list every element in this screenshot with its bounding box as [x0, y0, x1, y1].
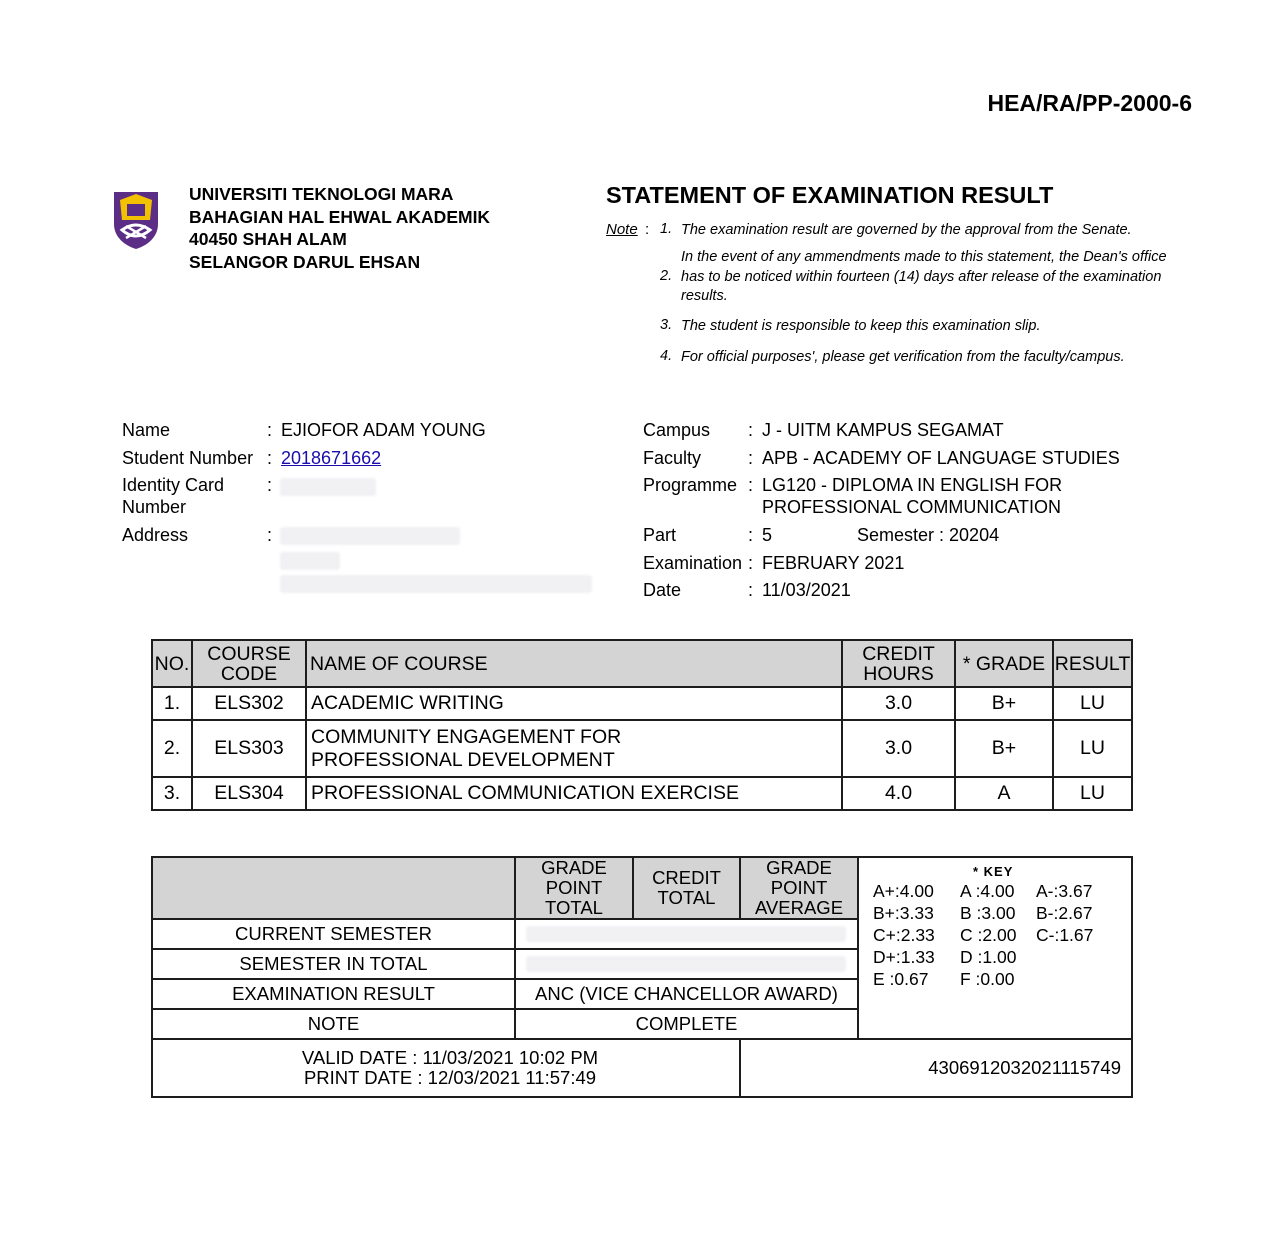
- examination-result-value: ANC (VICE CHANCELLOR AWARD): [515, 979, 858, 1009]
- colon: :: [267, 448, 273, 468]
- note-row-label: NOTE: [152, 1009, 515, 1039]
- key-item: C :2.00: [960, 925, 1017, 945]
- faculty-label: Faculty: [643, 448, 702, 468]
- summary-header-row: [152, 857, 1132, 919]
- key-item: A+:4.00: [873, 881, 934, 901]
- header-course-name: NAME OF COURSE: [306, 640, 842, 687]
- name-label: Name: [122, 420, 171, 440]
- current-semester-values: [515, 919, 858, 949]
- colon: :: [748, 448, 754, 468]
- colon: :: [748, 580, 754, 600]
- serial-number: 4306912032021115749: [740, 1039, 1132, 1097]
- note-text: For official purposes', please get verification from the faculty/campus.: [681, 349, 1125, 365]
- key-item: A-:3.67: [1036, 881, 1093, 901]
- course-name: PROFESSIONAL COMMUNICATION EXERCISE: [306, 777, 842, 810]
- identity-card-label: Identity Card Number: [122, 475, 225, 517]
- courses-table: [151, 639, 1133, 811]
- programme-label: Programme: [643, 475, 738, 495]
- table-row: [152, 720, 1132, 777]
- course-credit: 4.0: [842, 777, 955, 810]
- key-item: D+:1.33: [873, 947, 935, 967]
- semester-value: Semester : 20204: [857, 525, 1000, 545]
- colon: :: [267, 475, 273, 495]
- postcode-city: 40450 SHAH ALAM: [189, 229, 347, 249]
- semester-in-total-label: SEMESTER IN TOTAL: [152, 949, 515, 979]
- university-address: [189, 183, 490, 273]
- key-item: [1036, 968, 1116, 990]
- course-grade: B+: [955, 720, 1053, 777]
- campus-label: Campus: [643, 420, 711, 440]
- course-no: 2.: [152, 720, 192, 777]
- print-date: PRINT DATE : 12/03/2021 11:57:49: [303, 1067, 597, 1088]
- examination-label: Examination: [643, 553, 743, 573]
- faculty-value: APB - ACADEMY OF LANGUAGE STUDIES: [762, 448, 1120, 468]
- header-no: NO.: [152, 640, 192, 687]
- student-number-label: Student Number: [122, 448, 254, 468]
- course-code: ELS303: [192, 720, 306, 777]
- key-grid: [873, 880, 1131, 990]
- header-grade-point-total: GRADE POINT TOTAL: [515, 857, 633, 919]
- key-title: * KEY: [973, 864, 1014, 879]
- header-result: RESULT: [1053, 640, 1132, 687]
- note-number: 1.: [660, 221, 673, 237]
- current-semester-label: CURRENT SEMESTER: [152, 919, 515, 949]
- redacted-address: [280, 527, 460, 545]
- note-number: 2.: [660, 268, 673, 284]
- campus-value: J - UITM KAMPUS SEGAMAT: [762, 420, 1004, 440]
- examination-result-label: EXAMINATION RESULT: [152, 979, 515, 1009]
- table-row: [152, 777, 1132, 810]
- redacted-values: [526, 926, 846, 942]
- redacted-identity-card: [280, 478, 376, 496]
- header-credit-hours: CREDIT HOURS: [842, 640, 955, 687]
- courses-header-row: [152, 640, 1132, 687]
- statement-title: STATEMENT OF EXAMINATION RESULT: [606, 182, 1054, 208]
- note-text: In the event of any ammendments made to this statement, the Dean's office has to be noticed within fourteen (14) days after release of the examination results.: [681, 249, 1167, 304]
- header-course-code: COURSE CODE: [192, 640, 306, 687]
- state: SELANGOR DARUL EHSAN: [189, 251, 421, 272]
- note-label: Note: [606, 221, 638, 238]
- course-result: LU: [1053, 687, 1132, 720]
- key-item: C-:1.67: [1036, 925, 1094, 945]
- examination-value: FEBRUARY 2021: [762, 553, 905, 573]
- colon: :: [748, 420, 754, 440]
- note-number: 4.: [660, 348, 673, 364]
- summary-table: [151, 856, 1133, 1098]
- note-colon: :: [645, 221, 650, 238]
- document-reference: HEA/RA/PP-2000-6: [987, 90, 1192, 116]
- date-value: 11/03/2021: [762, 580, 851, 600]
- redacted-values: [526, 956, 846, 972]
- course-code: ELS302: [192, 687, 306, 720]
- table-row: [152, 687, 1132, 720]
- course-grade: B+: [955, 687, 1053, 720]
- course-result: LU: [1053, 720, 1132, 777]
- redacted-address: [280, 575, 592, 593]
- course-result: LU: [1053, 777, 1132, 810]
- course-credit: 3.0: [842, 720, 955, 777]
- student-name: EJIOFOR ADAM YOUNG: [281, 420, 486, 440]
- colon: :: [748, 553, 754, 573]
- key-item: E :0.67: [873, 969, 929, 989]
- colon: :: [267, 525, 273, 545]
- course-grade: A: [955, 777, 1053, 810]
- colon: :: [267, 420, 273, 440]
- date-label: Date: [643, 580, 682, 600]
- key-item: F :0.00: [960, 969, 1015, 989]
- uitm-logo: [112, 190, 160, 250]
- key-item: B :3.00: [960, 903, 1016, 923]
- header-credit-total: CREDIT TOTAL: [633, 857, 740, 919]
- part-value: 5: [762, 525, 773, 545]
- key-item: B-:2.67: [1036, 903, 1093, 923]
- key-item: B+:3.33: [873, 903, 934, 923]
- colon: :: [748, 475, 754, 495]
- summary-header-blank: [152, 857, 515, 919]
- key-item: [1036, 946, 1116, 968]
- course-credit: 3.0: [842, 687, 955, 720]
- header-grade-point-average: GRADE POINT AVERAGE: [740, 857, 858, 919]
- note-number: 3.: [660, 317, 673, 333]
- footer-row: [152, 1039, 1132, 1097]
- address-label: Address: [122, 525, 189, 545]
- course-no: 1.: [152, 687, 192, 720]
- department-name: BAHAGIAN HAL EHWAL AKADEMIK: [189, 206, 491, 227]
- note-text: The student is responsible to keep this examination slip.: [681, 318, 1041, 334]
- key-item: D :1.00: [960, 947, 1017, 967]
- student-number-link[interactable]: 2018671662: [281, 448, 382, 468]
- key-item: C+:2.33: [873, 925, 935, 945]
- course-name: ACADEMIC WRITING: [306, 687, 842, 720]
- colon: :: [748, 525, 754, 545]
- university-name: UNIVERSITI TEKNOLOGI MARA: [189, 184, 454, 204]
- valid-date: VALID DATE : 11/03/2021 10:02 PM: [301, 1047, 599, 1068]
- grade-key: [858, 857, 1132, 1039]
- programme-value: LG120 - DIPLOMA IN ENGLISH FOR PROFESSIONAL COMMUNICATION: [762, 475, 1063, 517]
- redacted-address: [280, 552, 340, 570]
- note-text: The examination result are governed by the approval from the Senate.: [681, 222, 1132, 238]
- semester-in-total-values: [515, 949, 858, 979]
- course-no: 3.: [152, 777, 192, 810]
- date-info: [152, 1039, 740, 1097]
- course-name: COMMUNITY ENGAGEMENT FOR PROFESSIONAL DEVELOPMENT: [306, 720, 842, 777]
- course-code: ELS304: [192, 777, 306, 810]
- part-label: Part: [643, 525, 677, 545]
- header-grade: * GRADE: [955, 640, 1053, 687]
- note-row-value: COMPLETE: [515, 1009, 858, 1039]
- key-item: A :4.00: [960, 881, 1015, 901]
